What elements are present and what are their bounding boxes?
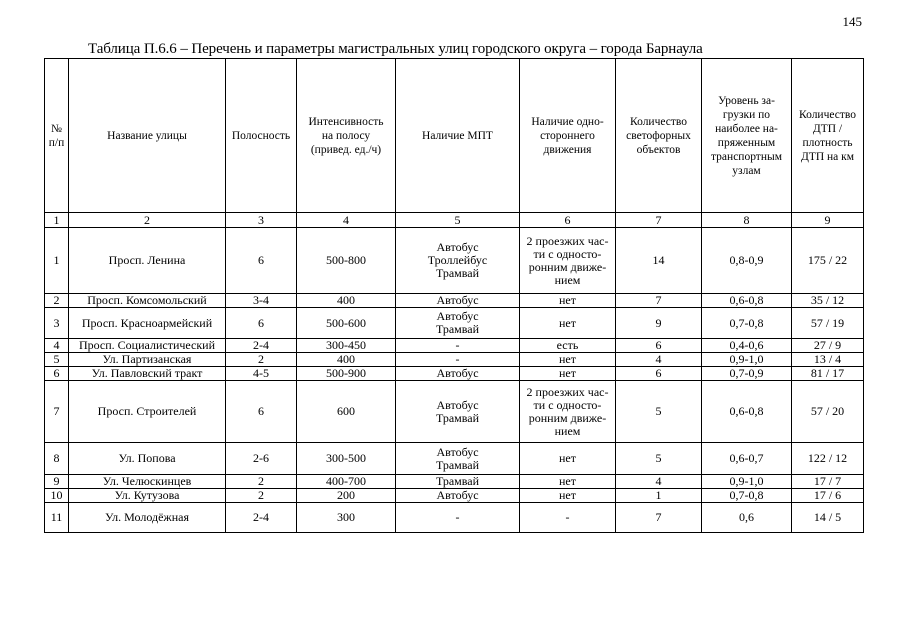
lanes-value: 2-4: [226, 339, 297, 353]
public-transport-value: Автобус: [396, 367, 520, 381]
load-level-value: 0,4-0,6: [702, 339, 792, 353]
load-level-value: 0,6: [702, 503, 792, 533]
row-number: 7: [45, 381, 69, 443]
accidents-value: 175 / 22: [792, 228, 864, 294]
load-level-value: 0,7-0,8: [702, 308, 792, 339]
table-row: [45, 294, 864, 308]
table-row: [45, 367, 864, 381]
intensity-value: 300: [297, 503, 396, 533]
accidents-value: 57 / 19: [792, 308, 864, 339]
public-transport-value: Автобус Троллейбус Трамвай: [396, 228, 520, 294]
lanes-value: 4-5: [226, 367, 297, 381]
table-row: [45, 339, 864, 353]
lanes-value: 2: [226, 353, 297, 367]
traffic-lights-value: 4: [616, 475, 702, 489]
load-level-value: 0,6-0,8: [702, 294, 792, 308]
row-number: 3: [45, 308, 69, 339]
row-number: 1: [45, 228, 69, 294]
traffic-lights-value: 7: [616, 294, 702, 308]
header-traffic-lights: Количество светофорных объектов: [616, 59, 702, 213]
lanes-value: 6: [226, 228, 297, 294]
traffic-lights-value: 5: [616, 443, 702, 475]
column-number: 5: [396, 213, 520, 228]
traffic-lights-value: 5: [616, 381, 702, 443]
street-name: Просп. Строителей: [69, 381, 226, 443]
table-title: Таблица П.6.6 – Перечень и параметры магистральных улиц городского округа – города Барнаула: [88, 41, 703, 57]
one-way-value: 2 проезжих час- ти с односто- ронним движе- нием: [520, 228, 616, 294]
one-way-value: нет: [520, 489, 616, 503]
intensity-value: 300-450: [297, 339, 396, 353]
street-name: Ул. Павловский тракт: [69, 367, 226, 381]
column-number: 3: [226, 213, 297, 228]
row-number: 10: [45, 489, 69, 503]
accidents-value: 27 / 9: [792, 339, 864, 353]
column-number: 9: [792, 213, 864, 228]
public-transport-value: Автобус: [396, 489, 520, 503]
one-way-value: нет: [520, 353, 616, 367]
intensity-value: 500-600: [297, 308, 396, 339]
one-way-value: нет: [520, 308, 616, 339]
accidents-value: 81 / 17: [792, 367, 864, 381]
public-transport-value: -: [396, 339, 520, 353]
one-way-value: нет: [520, 294, 616, 308]
load-level-value: 0,6-0,7: [702, 443, 792, 475]
table-row: [45, 489, 864, 503]
intensity-value: 400: [297, 294, 396, 308]
load-level-value: 0,9-1,0: [702, 475, 792, 489]
header-intensity: Интенсивность на полосу (привед. ед./ч): [297, 59, 396, 213]
table-row: [45, 503, 864, 533]
street-name: Ул. Кутузова: [69, 489, 226, 503]
page-number: 145: [842, 14, 862, 29]
lanes-value: 2: [226, 489, 297, 503]
table-row: [45, 228, 864, 294]
public-transport-value: Автобус: [396, 294, 520, 308]
header-public-transport: Наличие МПТ: [396, 59, 520, 213]
street-name: Ул. Попова: [69, 443, 226, 475]
accidents-value: 13 / 4: [792, 353, 864, 367]
street-name: Ул. Челюскинцев: [69, 475, 226, 489]
traffic-lights-value: 7: [616, 503, 702, 533]
column-number: 6: [520, 213, 616, 228]
load-level-value: 0,9-1,0: [702, 353, 792, 367]
column-number-row: [45, 213, 864, 228]
street-name: Просп. Комсомольский: [69, 294, 226, 308]
lanes-value: 6: [226, 381, 297, 443]
accidents-value: 35 / 12: [792, 294, 864, 308]
one-way-value: есть: [520, 339, 616, 353]
accidents-value: 57 / 20: [792, 381, 864, 443]
table-row: [45, 381, 864, 443]
intensity-value: 400-700: [297, 475, 396, 489]
load-level-value: 0,7-0,9: [702, 367, 792, 381]
streets-table: [44, 58, 864, 533]
header-load-level: Уровень за- грузки по наиболее на- пряженным транспортным узлам: [702, 59, 792, 213]
row-number: 6: [45, 367, 69, 381]
intensity-value: 600: [297, 381, 396, 443]
traffic-lights-value: 4: [616, 353, 702, 367]
accidents-value: 14 / 5: [792, 503, 864, 533]
intensity-value: 500-900: [297, 367, 396, 381]
lanes-value: 6: [226, 308, 297, 339]
table-row: [45, 475, 864, 489]
lanes-value: 3-4: [226, 294, 297, 308]
column-number: 4: [297, 213, 396, 228]
row-number: 9: [45, 475, 69, 489]
one-way-value: нет: [520, 475, 616, 489]
lanes-value: 2-6: [226, 443, 297, 475]
traffic-lights-value: 14: [616, 228, 702, 294]
table-row: [45, 443, 864, 475]
header-street-name: Название улицы: [69, 59, 226, 213]
row-number: 5: [45, 353, 69, 367]
accidents-value: 17 / 7: [792, 475, 864, 489]
load-level-value: 0,6-0,8: [702, 381, 792, 443]
street-name: Ул. Молодёжная: [69, 503, 226, 533]
intensity-value: 300-500: [297, 443, 396, 475]
street-name: Просп. Ленина: [69, 228, 226, 294]
traffic-lights-value: 1: [616, 489, 702, 503]
table-row: [45, 308, 864, 339]
accidents-value: 17 / 6: [792, 489, 864, 503]
one-way-value: нет: [520, 367, 616, 381]
public-transport-value: Автобус Трамвай: [396, 381, 520, 443]
public-transport-value: Автобус Трамвай: [396, 308, 520, 339]
column-number: 2: [69, 213, 226, 228]
street-name: Просп. Социалистический: [69, 339, 226, 353]
header-one-way: Наличие одно- стороннего движения: [520, 59, 616, 213]
table-row: [45, 353, 864, 367]
row-number: 11: [45, 503, 69, 533]
load-level-value: 0,7-0,8: [702, 489, 792, 503]
column-number: 7: [616, 213, 702, 228]
traffic-lights-value: 9: [616, 308, 702, 339]
intensity-value: 400: [297, 353, 396, 367]
intensity-value: 500-800: [297, 228, 396, 294]
public-transport-value: Трамвай: [396, 475, 520, 489]
intensity-value: 200: [297, 489, 396, 503]
street-name: Просп. Красноармейский: [69, 308, 226, 339]
row-number: 4: [45, 339, 69, 353]
row-number: 2: [45, 294, 69, 308]
public-transport-value: -: [396, 503, 520, 533]
traffic-lights-value: 6: [616, 339, 702, 353]
header-number: № п/п: [45, 59, 69, 213]
header-accidents: Количество ДТП / плотность ДТП на км: [792, 59, 864, 213]
column-number: 8: [702, 213, 792, 228]
traffic-lights-value: 6: [616, 367, 702, 381]
street-name: Ул. Партизанская: [69, 353, 226, 367]
header-row: [45, 59, 864, 213]
row-number: 8: [45, 443, 69, 475]
header-lanes: Полосность: [226, 59, 297, 213]
public-transport-value: Автобус Трамвай: [396, 443, 520, 475]
public-transport-value: -: [396, 353, 520, 367]
lanes-value: 2: [226, 475, 297, 489]
column-number: 1: [45, 213, 69, 228]
one-way-value: -: [520, 503, 616, 533]
one-way-value: нет: [520, 443, 616, 475]
lanes-value: 2-4: [226, 503, 297, 533]
accidents-value: 122 / 12: [792, 443, 864, 475]
load-level-value: 0,8-0,9: [702, 228, 792, 294]
one-way-value: 2 проезжих час- ти с односто- ронним движе- нием: [520, 381, 616, 443]
